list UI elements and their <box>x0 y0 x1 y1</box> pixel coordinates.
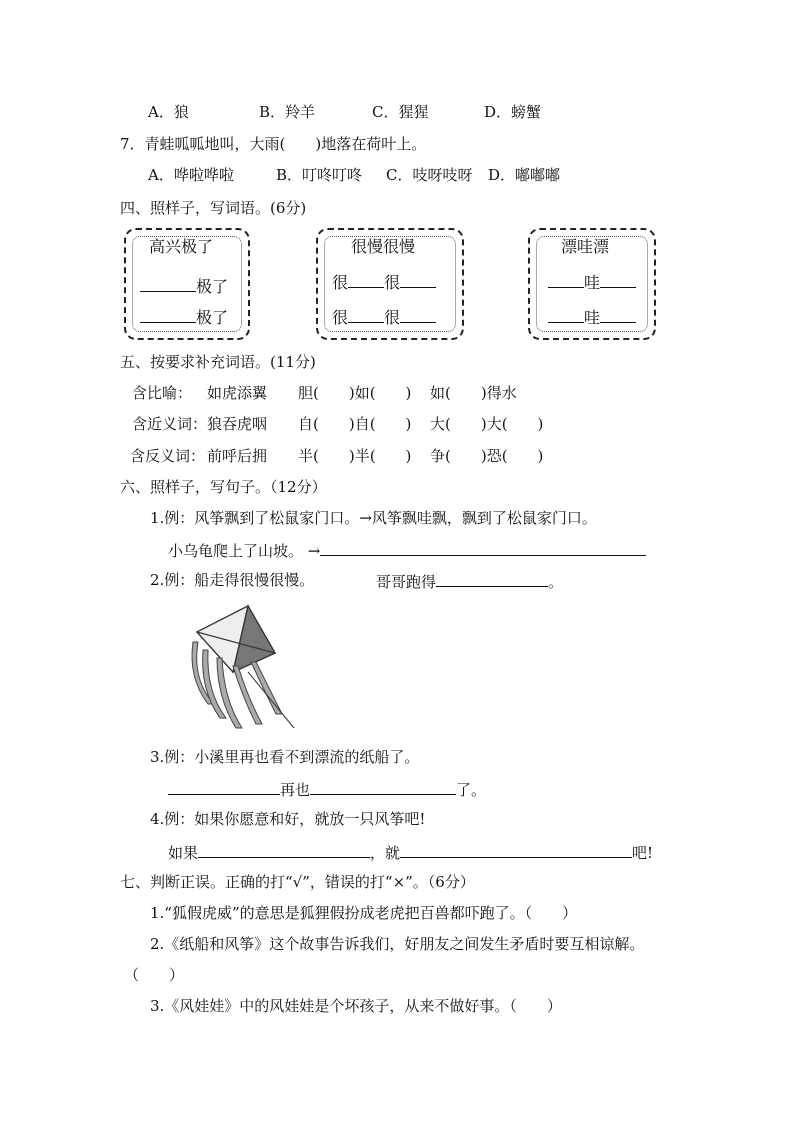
s6-q4-example: 4.例：如果你愿意和好，就放一只风筝吧! <box>150 810 426 828</box>
section-4-title: 四、照样子，写词语。(6分) <box>120 199 307 217</box>
s5-row1-c2: 如( )得水 <box>430 384 517 402</box>
q7-option-a: A．哗啦哗啦 <box>148 166 234 184</box>
s6-q4-start: 如果 <box>168 844 199 862</box>
box1-fill2: 极了 <box>196 308 229 327</box>
blank[interactable] <box>600 271 636 288</box>
s6-q3-end: 了。 <box>456 781 487 799</box>
s6-q1-example: 1.例：风筝飘到了松鼠家门口。→风筝飘哇飘，飘到了松鼠家门口。 <box>150 509 597 527</box>
box1-row2 <box>140 306 228 328</box>
s6-q2-prompt: 哥哥跑得 <box>376 573 437 591</box>
box2-b1: 很 <box>332 308 349 327</box>
s6-q2-end: 。 <box>548 573 564 591</box>
section-6-title: 六、照样子，写句子。（12分） <box>120 478 327 496</box>
box2-row1 <box>332 271 436 293</box>
s5-row2-word: 狼吞虎咽 <box>207 415 268 433</box>
blank[interactable] <box>348 306 384 323</box>
blank[interactable] <box>348 271 384 288</box>
s5-row1-label: 含比喻： <box>132 384 193 402</box>
s7-item-1: 1.“狐假虎威”的意思是狐狸假扮成老虎把百兽都吓跑了。（ ） <box>150 904 578 922</box>
s6-q2-task <box>376 570 563 592</box>
answer-blank[interactable] <box>436 570 548 587</box>
section-7-title: 七、判断正误。正确的打“√”，错误的打“×”。（6分） <box>120 873 475 891</box>
q7-option-c: C．吱呀吱呀 <box>386 166 473 184</box>
box2-a1: 很 <box>332 273 349 292</box>
answer-blank[interactable] <box>310 778 456 795</box>
s6-q4-end: 吧! <box>632 844 654 862</box>
s6-q1-task <box>168 539 646 561</box>
s5-row2-c2: 大( )大( ) <box>430 415 544 433</box>
kite-illustration <box>186 600 298 734</box>
q6-option-c: C．猩猩 <box>372 103 429 121</box>
answer-blank[interactable] <box>400 841 632 858</box>
s5-row3-word: 前呼后拥 <box>207 447 268 465</box>
box3-example: 漂哇漂 <box>561 237 610 256</box>
blank[interactable] <box>140 306 196 323</box>
s5-row3-c2: 争( )恐( ) <box>430 447 544 465</box>
answer-blank[interactable] <box>168 778 280 795</box>
answer-blank[interactable] <box>320 539 646 556</box>
box3-row1 <box>548 271 636 293</box>
s5-row2-c1: 自( )自( ) <box>298 415 412 433</box>
s6-q4-task <box>168 841 653 863</box>
s5-row2-label: 含近义词： <box>132 415 208 433</box>
s6-q3-task <box>168 778 486 800</box>
q7-option-d: D．嘟嘟嘟 <box>488 166 561 184</box>
box2-a2: 很 <box>384 273 401 292</box>
box1-fill1: 极了 <box>196 277 229 296</box>
blank[interactable] <box>548 306 584 323</box>
s5-row3-label: 含反义词： <box>130 447 206 465</box>
section-5-title: 五、按要求补充词语。(11分) <box>120 353 316 371</box>
blank[interactable] <box>600 306 636 323</box>
box2-example: 很慢很慢 <box>351 237 416 256</box>
q6-option-d: D．螃蟹 <box>484 103 542 121</box>
s6-q4-mid: ，就 <box>370 844 401 862</box>
blank[interactable] <box>548 271 584 288</box>
s7-item-2-paren[interactable]: （ ） <box>124 966 185 984</box>
blank[interactable] <box>400 271 436 288</box>
s5-row3-c1: 半( )半( ) <box>298 447 412 465</box>
q7-stem: 7．青蛙呱呱地叫，大雨( )地落在荷叶上。 <box>120 135 427 153</box>
s6-q2-example: 2.例：船走得很慢很慢。 <box>150 571 315 589</box>
box3-fill2: 哇 <box>584 308 601 327</box>
s5-row1-word: 如虎添翼 <box>207 384 268 402</box>
box2-b2: 很 <box>384 308 401 327</box>
s6-q3-mid: 再也 <box>280 781 311 799</box>
s6-q3-example: 3.例：小溪里再也看不到漂流的纸船了。 <box>150 748 420 766</box>
box3-row2 <box>548 306 636 328</box>
blank[interactable] <box>400 306 436 323</box>
s7-item-2: 2.《纸船和风筝》这个故事告诉我们，好朋友之间发生矛盾时要互相谅解。 <box>150 935 645 953</box>
box3-fill1: 哇 <box>584 273 601 292</box>
s5-row1-c1: 胆( )如( ) <box>298 384 412 402</box>
box1-example: 高兴极了 <box>149 237 214 256</box>
q6-option-b: B．羚羊 <box>259 103 316 121</box>
blank[interactable] <box>140 275 196 292</box>
s6-q1-prompt: 小乌龟爬上了山坡。 → <box>168 542 321 560</box>
box1-row1 <box>140 275 228 297</box>
s7-item-3: 3.《风娃娃》中的风娃娃是个坏孩子，从来不做好事。（ ） <box>150 997 562 1015</box>
q6-option-a: A．狼 <box>148 103 189 121</box>
box2-row2 <box>332 306 436 328</box>
q7-option-b: B．叮咚叮咚 <box>276 166 363 184</box>
answer-blank[interactable] <box>198 841 370 858</box>
